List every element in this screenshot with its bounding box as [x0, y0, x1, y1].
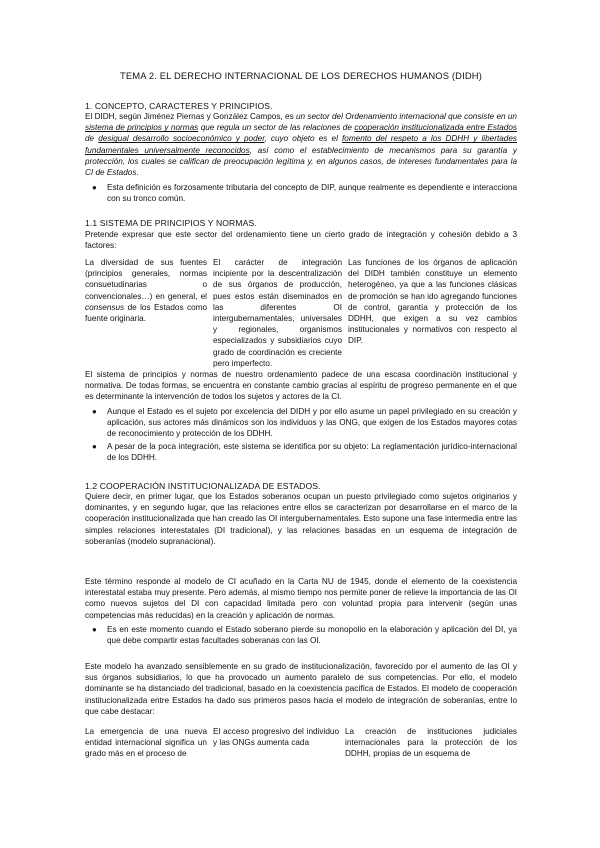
bullet-icon: ● [92, 625, 97, 634]
integration-column-2: El acceso progresivo del individuo y las ONGs aumenta cada [213, 727, 339, 748]
document-page [85, 0, 517, 848]
def-text-4: que regula un sector de las relaciones de [198, 123, 355, 133]
integration-columns [85, 726, 517, 760]
bullet-icon: ● [92, 183, 97, 192]
list-item [85, 406, 517, 440]
list-item [85, 441, 517, 463]
def-text-7: desigual desarrollo socioeconómico y poder [98, 134, 265, 144]
section-1-1-paragraph: El sistema de principios y normas de nuestro ordenamiento padece de una escasa coordinación institucional y normativa. De todas formas, se encuentra en constante cambio gracias al espíritu de progreso permanente en el que es determinante la intervención de todos los sujetos y actores de la CI. [85, 370, 517, 402]
section-1-2-paragraph-1: Quiere decir, en primer lugar, que los Estados soberanos ocupan un puesto privilegiado como sujetos originarios y dominantes, y en segundo lugar, que las relaciones entre ellos se caracterizan por desarrollarse en el marco de la cooperación institucionalizada que han creado las OI intergubernamentales. Esto supone una fase intermedia entre las simples relaciones interestatales (DI tradicional), y las relaciones basadas en un esquema de integración de soberanías (modelo supranacional). [85, 492, 517, 546]
def-text-5: cooperación institucionalizada entre Estados [354, 123, 518, 133]
section-1-bullets [85, 182, 517, 205]
def-text-9: fomento del respeto a los DDHH y libertades fundamentales universalmente reconocidos [85, 134, 517, 155]
section-1-1-bullets [85, 406, 517, 464]
section-1-definition [85, 111, 517, 178]
factor-1-text-end: de los Estados como fuente originaria. [85, 302, 207, 324]
def-text-8: , cuyo objeto es el [264, 134, 343, 144]
bullet-icon: ● [92, 441, 97, 451]
list-item-text: Esta definición es forzosamente tributaria del concepto de DIP, aunque realmente es dependiente e interacciona con su tronco común. [107, 183, 517, 204]
list-item-text: Es en este momento cuando el Estado soberano pierde su monopolio en la elaboración y aplicación del DI, ya que debe compartir estas facultades soberanas con las OI. [107, 625, 517, 646]
list-item-text: A pesar de la poca integración, este sistema se identifica por su objeto: La reglamentación jurídico-internacional de los DDHH. [107, 441, 517, 462]
section-1-2-bullets [85, 624, 517, 647]
factors-columns [85, 257, 517, 369]
list-item [85, 182, 517, 204]
def-text-12: . [136, 168, 139, 178]
def-text-3: sistema de principios y normas [85, 123, 199, 133]
section-1-heading: 1. CONCEPTO, CARACTERES Y PRINCIPIOS. [85, 101, 273, 111]
factor-column-1 [85, 257, 213, 369]
integration-column-3: La creación de instituciones judiciales internacionales para la protección de los DDHH, propias de un esquema de [345, 727, 517, 759]
def-text-11: , los cuales se califican de preocupación legítima y, en algunos casos, de intereses fundamentales para la CI de Estados [85, 156, 517, 178]
section-1-2-paragraph-2: Este término responde al modelo de CI acuñado en la Carta NU de 1945, donde el elemento de la coexistencia interestatal estaba muy presente. Pero además, al mismo tiempo nos permite poner de relieve la importancia de las OI como nuevos sujetos del DI con capacidad limitada pero con voluntad propia para intervenir (según unas competencias más reducidas) en la creación y aplicación de normas. [85, 577, 517, 620]
document-title: TEMA 2. EL DERECHO INTERNACIONAL DE LOS DERECHOS HUMANOS (DIDH) [120, 70, 482, 81]
def-text-10: , así como el establecimiento de mecanismos para su garantía y protección [85, 145, 517, 166]
list-item [85, 624, 517, 646]
bullet-icon: ● [92, 407, 97, 416]
integration-column-1: La emergencia de una nueva entidad internacional significa un grado más en el proceso de [85, 727, 207, 759]
def-text-1: El DIDH, según Jiménez Piernas y González Campos, es [85, 112, 296, 121]
factor-column-2: El carácter de integración incipiente por la descentralización de sus órganos de producción, pues estos están diseminados en las diferentes OI intergubernamentales, universales y regionales, organismos especializados y subsidiarios cuyo grado de coordinación es creciente pero imperfecto. [213, 258, 342, 368]
factor-column-3: Las funciones de los órganos de aplicación del DIDH también constituye un elemento heterogéneo, ya que a las funciones clásicas de promoción se han ido agregando funciones de control, garantía y protección de los DDHH, que exigen a su vez cambios institucionales y normativos con respecto al DIP. [348, 258, 517, 346]
factor-1-consensus: consensus [85, 302, 125, 312]
def-text-2: un sector del Ordenamiento internacional que consiste en un [295, 112, 517, 121]
section-1-1-heading: 1.1 SISTEMA DE PRINCIPIOS Y NORMAS. [85, 218, 257, 228]
def-text-6: de [85, 134, 99, 144]
section-1-2-heading: 1.2 COOPERACIÓN INSTITUCIONALIZADA DE ESTADOS. [85, 481, 321, 491]
factor-1-text: La diversidad de sus fuentes (principios generales, normas consuetudinarias o convencionales…) en general, el [85, 258, 207, 301]
section-1-1-intro: Pretende expresar que este sector del ordenamiento tiene un cierto grado de integración y cohesión debido a 3 factores: [85, 230, 517, 251]
list-item-text: Aunque el Estado es el sujeto por excelencia del DIDH y por ello asume un papel privilegiado en su creación y aplicación, sus actores más dinámicos son los individuos y las ONG, que exigen de los Estados mayores cotas de reconocimiento y protección de los DDHH. [107, 407, 517, 439]
section-1-2-paragraph-3: Este modelo ha avanzado sensiblemente en su grado de institucionalización, favorecido por el aumento de las OI y sus órganos subsidiarios, lo que ha provocado un aumento paralelo de sus competencias. Por ello, el modelo dominante se ha distanciado del tradicional, basado en la coexistencia pacífica de Estados. El modelo de cooperación institucionalizada entre Estados ha dado sus primeros pasos hacia el modelo de integración de soberanías, entre lo que cabe destacar: [85, 662, 517, 716]
